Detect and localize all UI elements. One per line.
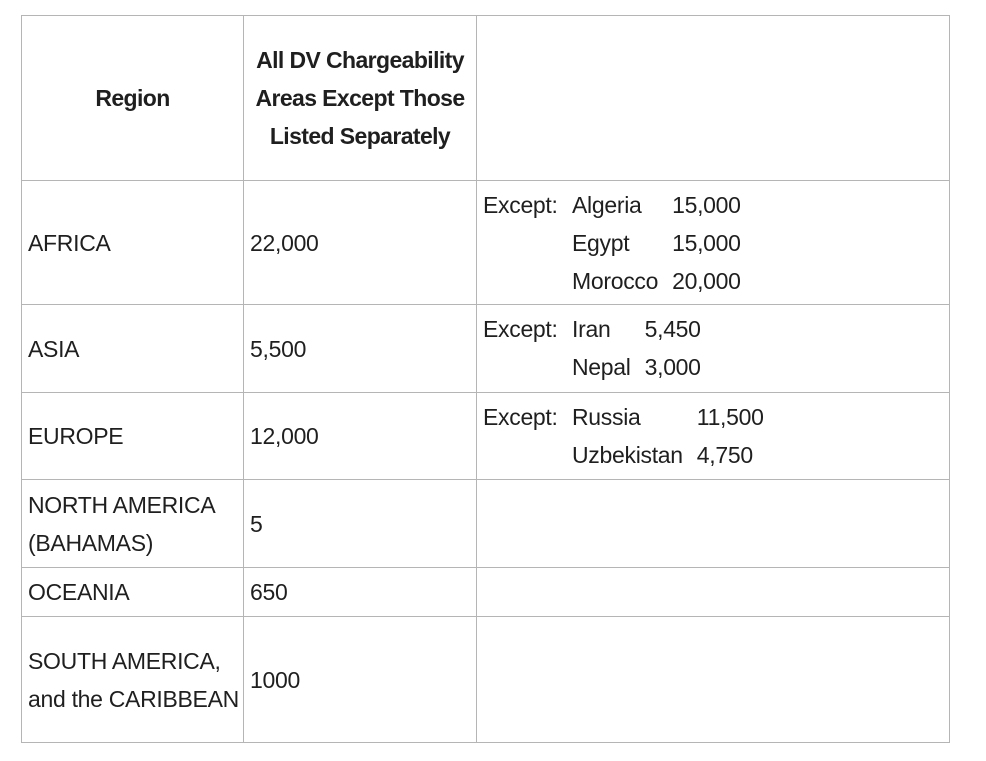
exceptions-cell: [477, 393, 950, 480]
exceptions-cell: [477, 617, 950, 743]
except-label: Except:: [483, 404, 558, 430]
exception-value: 15,000: [672, 230, 741, 256]
table-row: [22, 617, 950, 743]
value-cell: 12,000: [244, 393, 477, 480]
except-label: Except:: [483, 192, 558, 218]
exceptions-cell: [477, 568, 950, 617]
exception-value: 4,750: [696, 442, 753, 468]
header-region: Region: [22, 16, 244, 181]
table-row: [22, 181, 950, 305]
exception-country: Iran: [572, 316, 611, 342]
exception-value: 15,000: [672, 192, 741, 218]
value-cell: 22,000: [244, 181, 477, 305]
exception-value: 5,450: [644, 316, 701, 342]
value-cell: 5: [244, 480, 477, 568]
region-cell: ASIA: [22, 305, 244, 393]
dv-chargeability-table: [21, 15, 950, 743]
region-cell: EUROPE: [22, 393, 244, 480]
region-cell: SOUTH AMERICA, and the CARIBBEAN: [22, 617, 244, 743]
header-exceptions: [477, 16, 950, 181]
exception-country: Nepal: [572, 354, 631, 380]
value-cell: 650: [244, 568, 477, 617]
region-cell: OCEANIA: [22, 568, 244, 617]
header-all-areas: All DV Chargeability Areas Except Those Listed Separately: [244, 16, 477, 181]
exception-country: Algeria: [572, 192, 642, 218]
table-header-row: [22, 16, 950, 181]
table-row: [22, 480, 950, 568]
exceptions-cell: [477, 181, 950, 305]
exceptions-cell: [477, 305, 950, 393]
region-cell: AFRICA: [22, 181, 244, 305]
exception-value: 3,000: [644, 354, 701, 380]
value-cell: 5,500: [244, 305, 477, 393]
exception-value: 20,000: [672, 268, 741, 294]
exceptions-list: [483, 310, 949, 386]
exception-country: Morocco: [572, 268, 659, 294]
value-cell: 1000: [244, 617, 477, 743]
exception-country: Russia: [572, 404, 641, 430]
region-cell: NORTH AMERICA (BAHAMAS): [22, 480, 244, 568]
exceptions-cell: [477, 480, 950, 568]
exception-country: Egypt: [572, 230, 630, 256]
table-row: [22, 305, 950, 393]
exceptions-list: [483, 398, 949, 474]
exceptions-list: [483, 186, 949, 300]
table-row: [22, 568, 950, 617]
exception-country: Uzbekistan: [572, 442, 683, 468]
except-label: Except:: [483, 316, 558, 342]
exception-value: 11,500: [696, 404, 764, 430]
table-row: [22, 393, 950, 480]
